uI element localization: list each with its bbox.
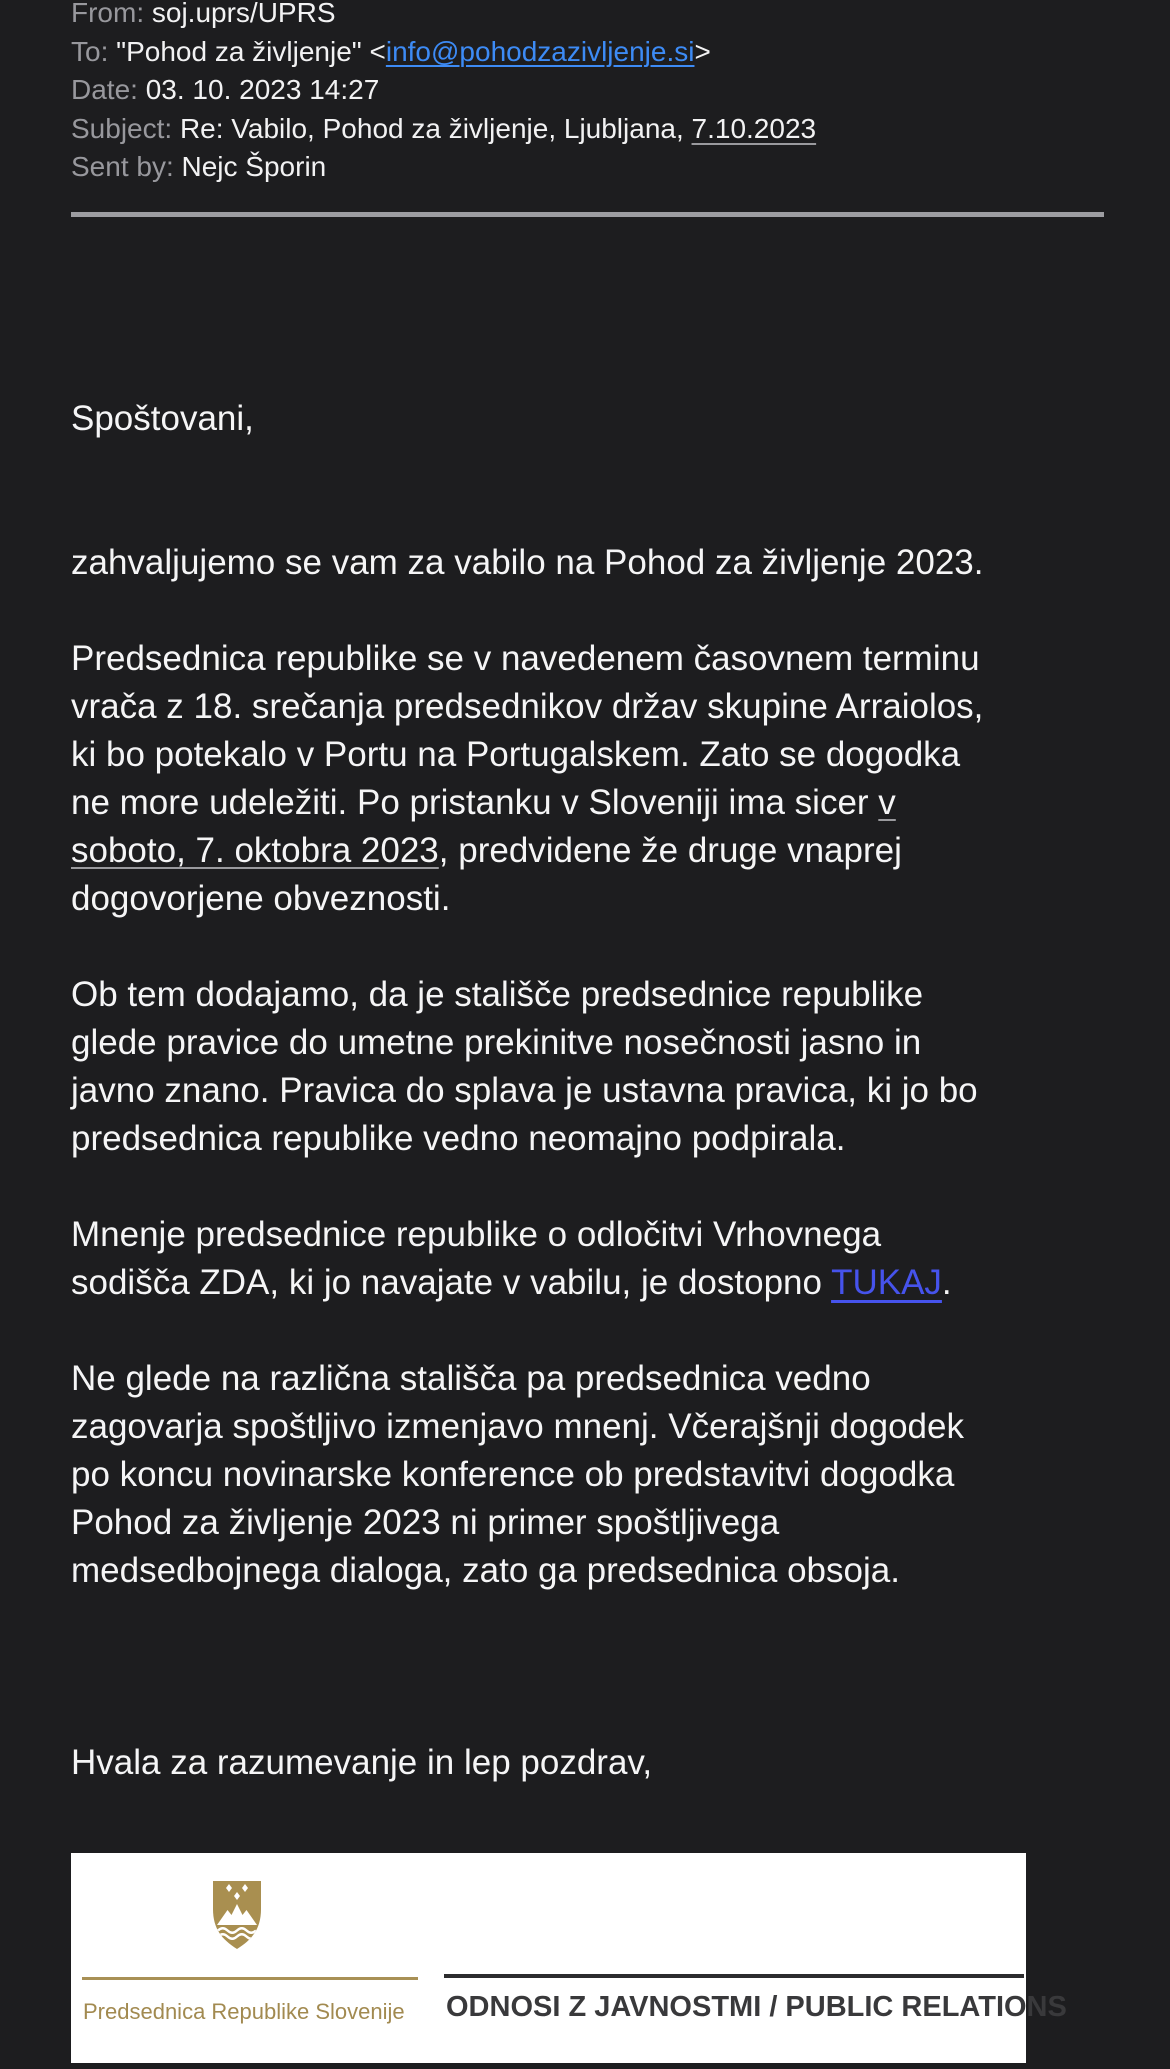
paragraph-opinion bbox=[71, 1211, 1106, 1307]
text-segment: Pohod za življenje 2023 ni primer spoštljivega bbox=[71, 1502, 780, 1542]
tukaj-link[interactable]: TUKAJ bbox=[831, 1262, 942, 1302]
header-field-from bbox=[71, 0, 1170, 33]
text-segment: javno znano. Pravica do splava je ustavna pravica, ki jo bo bbox=[71, 1070, 978, 1110]
text-segment: Mnenje predsednice republike o odločitvi Vrhovnega bbox=[71, 1214, 882, 1254]
header-field-date bbox=[71, 71, 1170, 110]
text-segment: . bbox=[941, 1262, 952, 1302]
paragraph-schedule bbox=[71, 635, 1106, 923]
header-value-subject bbox=[180, 113, 816, 144]
header-value-sent-by bbox=[182, 151, 327, 182]
detected-date-link[interactable]: soboto, 7. oktobra 2023 bbox=[71, 830, 439, 870]
header-field-sent-by bbox=[71, 148, 1170, 187]
paragraph-salutation bbox=[71, 395, 1106, 443]
text-segment: vrača z 18. srečanja predsednikov držav skupine Arraiolos, bbox=[71, 686, 984, 726]
paragraph-thanks bbox=[71, 539, 1106, 587]
detected-date-link[interactable]: 7.10.2023 bbox=[691, 112, 817, 144]
header-label-from: From: bbox=[71, 0, 145, 28]
paragraph-dialog bbox=[71, 1355, 1106, 1595]
text-segment: predsednica republike vedno neomajno podpirala. bbox=[71, 1118, 846, 1158]
text-segment: Re: Vabilo, Pohod za življenje, Ljubljana, bbox=[179, 112, 692, 144]
paragraph-closing bbox=[71, 1739, 1106, 1787]
header-field-subject bbox=[71, 110, 1170, 149]
text-segment: Nejc Šporin bbox=[181, 151, 327, 182]
text-segment: , predvidene že druge vnaprej bbox=[438, 830, 902, 870]
text-segment: dogovorjene obveznosti. bbox=[71, 878, 451, 918]
text-segment: ne more udeležiti. Po pristanku v Sloveniji ima sicer bbox=[71, 782, 879, 822]
text-segment: zahvaljujemo se vam za vabilo na Pohod za življenje 2023. bbox=[71, 542, 984, 582]
text-segment: Hvala za razumevanje in lep pozdrav, bbox=[71, 1742, 653, 1782]
text-segment: po koncu novinarske konference ob predstavitvi dogodka bbox=[71, 1454, 955, 1494]
signature-right-title: ODNOSI Z JAVNOSTMI / PUBLIC RELATIONS bbox=[446, 1990, 1067, 2023]
email-header bbox=[71, 0, 1170, 187]
paragraph-stance bbox=[71, 971, 1106, 1163]
header-field-to bbox=[71, 33, 1170, 72]
detected-date-link[interactable]: v bbox=[878, 782, 896, 822]
text-segment: 03. 10. 2023 14:27 bbox=[145, 74, 380, 105]
signature-image bbox=[71, 1853, 1067, 2063]
text-segment: soj.uprs/UPRS bbox=[151, 0, 336, 28]
text-segment: Spoštovani, bbox=[71, 398, 254, 438]
signature-dark-divider bbox=[444, 1974, 1024, 1978]
text-segment: > bbox=[694, 35, 711, 67]
text-segment: glede pravice do umetne prekinitve nosečnosti jasno in bbox=[71, 1022, 922, 1062]
text-segment: zagovarja spoštljivo izmenjavo mnenj. Včerajšnji dogodek bbox=[71, 1406, 964, 1446]
header-divider bbox=[71, 212, 1104, 217]
header-value-date bbox=[146, 74, 380, 105]
header-label-subject: Subject: bbox=[71, 112, 173, 144]
header-label-to: To: bbox=[71, 35, 109, 67]
email-address-link[interactable]: info@pohodzazivljenje.si bbox=[385, 35, 695, 67]
text-segment: Ob tem dodajamo, da je stališče predsednice republike bbox=[71, 974, 924, 1014]
header-value-to bbox=[116, 36, 711, 67]
email-body bbox=[71, 395, 1106, 1787]
header-label-date: Date: bbox=[71, 74, 138, 105]
text-segment: sodišča ZDA, ki jo navajate v vabilu, je dostopno bbox=[71, 1262, 832, 1302]
signature-gold-divider bbox=[82, 1977, 418, 1980]
slovenia-coat-of-arms-icon bbox=[210, 1879, 264, 1951]
header-value-from bbox=[152, 0, 336, 28]
text-segment: "Pohod za življenje" < bbox=[116, 35, 386, 67]
text-segment: Predsednica republike se v navedenem časovnem terminu bbox=[71, 638, 980, 678]
text-segment: ki bo potekalo v Portu na Portugalskem. Zato se dogodka bbox=[71, 734, 961, 774]
signature-left-title: Predsednica Republike Slovenije bbox=[83, 1998, 405, 2024]
text-segment: Ne glede na različna stališča pa predsednica vedno bbox=[71, 1358, 871, 1398]
text-segment: medsedbojnega dialoga, zato ga predsednica obsoja. bbox=[71, 1550, 900, 1590]
header-label-sent-by: Sent by: bbox=[71, 151, 174, 182]
